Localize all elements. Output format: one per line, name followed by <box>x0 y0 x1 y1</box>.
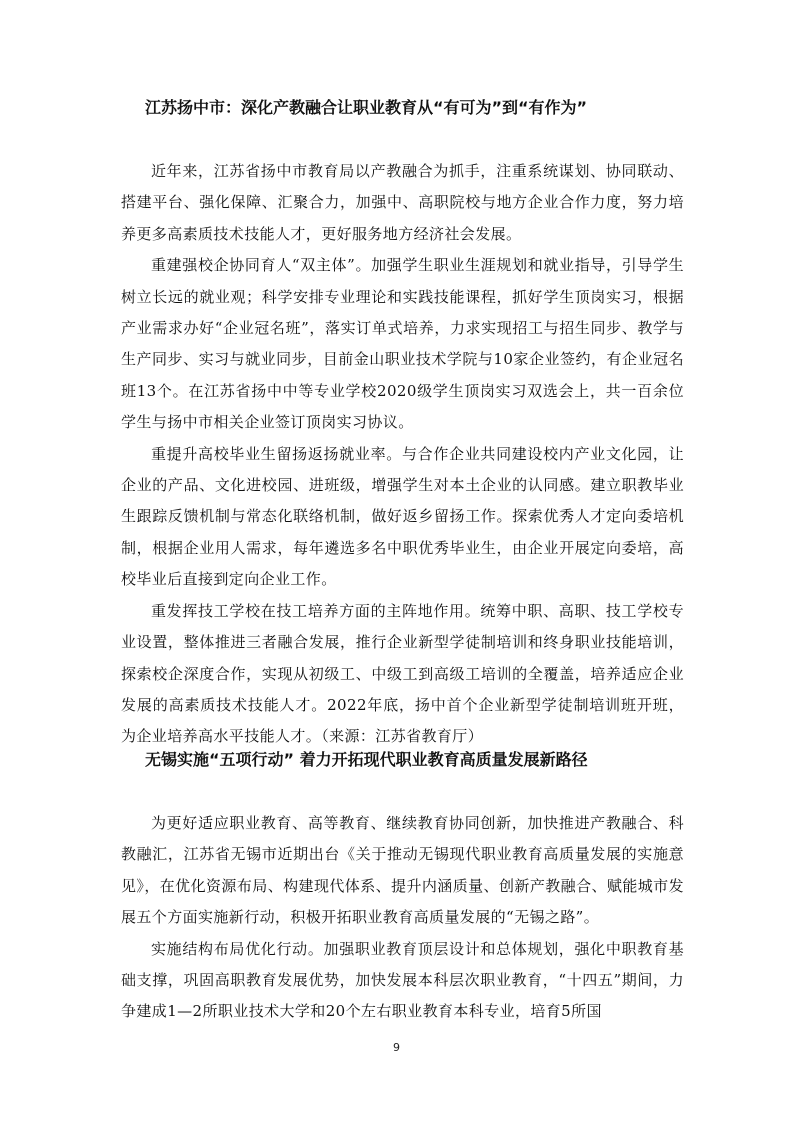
article-yangzhong <box>121 96 684 753</box>
paragraph: 近年来，江苏省扬中市教育局以产教融合为抓手，注重系统谋划、协同联动、搭建平台、强化保障、汇聚合力，加强中、高职院校与地方企业合作力度，努力培养更多高素质技术技能人才，更好服务地方经济社会发展。 <box>121 162 684 243</box>
paragraph: 为更好适应职业教育、高等教育、继续教育协同创新，加快推进产教融合、科教融汇，江苏省无锡市近期出台《关于推动无锡现代职业教育高质量发展的实施意见》，在优化资源布局、构建现代体系、提升内涵质量、创新产教融合、赋能城市发展五个方面实施新行动，积极开拓职业教育高质量发展的“无锡之路”。 <box>121 814 684 927</box>
paragraph: 重建强校企协同育人“双主体”。加强学生职业生涯规划和就业指导，引导学生树立长远的就业观；科学安排专业理论和实践技能课程，抓好学生顶岗实习，根据产业需求办好“企业冠名班”，落实订单式培养，力求实现招工与招生同步、教学与生产同步、实习与就业同步，目前金山职业技术学院与10家企业签约，有企业冠名班13个。在江苏省扬中中等专业学校2020级学生顶岗实习双选会上，共一百余位学生与扬中市相关企业签订顶岗实习协议。 <box>121 256 684 432</box>
article-headline: 江苏扬中市：深化产教融合让职业教育从“有可为”到“有作为” <box>145 98 588 117</box>
article-headline: 无锡实施“五项行动” 着力开拓现代职业教育高质量发展新路径 <box>145 750 588 769</box>
article-body <box>121 808 684 1028</box>
article-body <box>121 156 684 753</box>
paragraph: 重发挥技工学校在技工培养方面的主阵地作用。统筹中职、高职、技工学校专业设置，整体推进三者融合发展，推行企业新型学徒制培训和终身职业技能培训，探索校企深度合作，实现从初级工、中级工到高级工培训的全覆盖，培养适应企业发展的高素质技术技能人才。2022年底，扬中首个企业新型学徒制培训班开班，为企业培养高水平技能人才。（来源：江苏省教育厅） <box>121 601 684 746</box>
paragraph: 重提升高校毕业生留扬返扬就业率。与合作企业共同建设校内产业文化园，让企业的产品、文化进校园、进班级，增强学生对本土企业的认同感。建立职教毕业生跟踪反馈机制与常态化联络机制，做好返乡留扬工作。探索优秀人才定向委培机制，根据企业用人需求，每年遴选多名中职优秀毕业生，由企业开展定向委培，高校毕业后直接到定向企业工作。 <box>121 444 684 589</box>
article-wuxi <box>121 748 684 1028</box>
paragraph: 实施结构布局优化行动。加强职业教育顶层设计和总体规划，强化中职教育基础支撑，巩固高职教育发展优势，加快发展本科层次职业教育，“十四五”期间，力争建成1—2所职业技术大学和20个左右职业教育本科专业，培育5所国 <box>121 939 684 1021</box>
page-number: 9 <box>393 1041 400 1054</box>
